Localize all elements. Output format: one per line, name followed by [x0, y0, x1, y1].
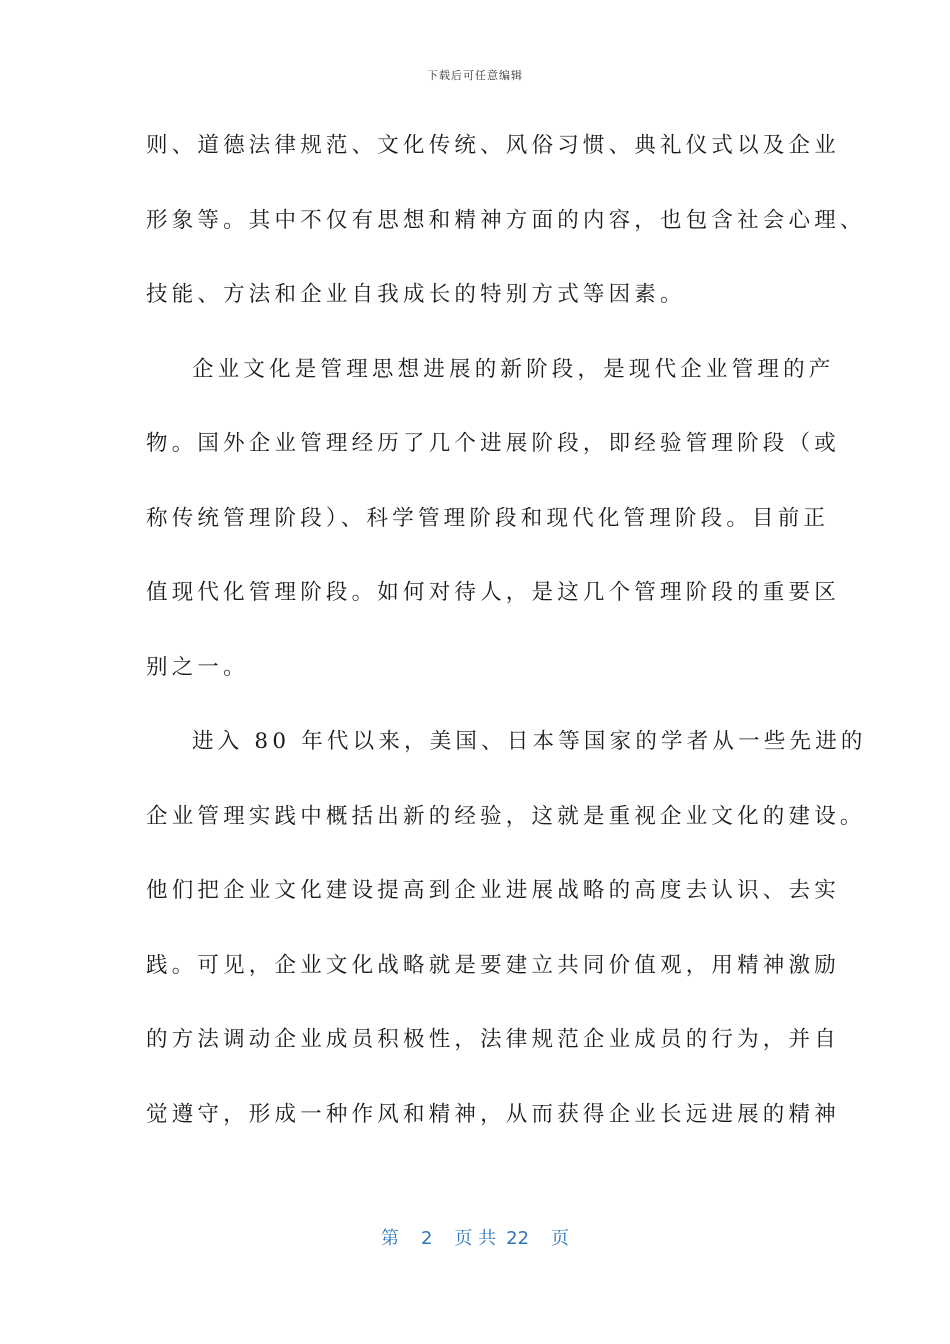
document-body	[146, 118, 867, 1161]
body-line: 他们把企业文化建设提高到企业进展战略的高度去认识、去实	[146, 878, 840, 903]
body-line: 践。可见，企业文化战略就是要建立共同价值观，用精神激励	[146, 952, 840, 978]
current-page-number: 2	[420, 1228, 433, 1249]
page-number-footer	[0, 1224, 950, 1250]
body-line: 形象等。其中不仅有思想和精神方面的内容，也包含社会心理、	[146, 207, 866, 233]
body-line: 觉遵守，形成一种作风和精神，从而获得企业长远进展的精神	[146, 1101, 840, 1127]
total-page-count: 22	[506, 1228, 530, 1249]
body-line: 称传统管理阶段）、科学管理阶段和现代化管理阶段。目前正	[146, 505, 830, 531]
body-line: 企业文化是管理思想进展的新阶段，是现代企业管理的产	[192, 356, 835, 382]
body-line: 则、道德法律规范、文化传统、风俗习惯、典礼仪式以及企业	[146, 133, 840, 158]
header-note: 下载后可任意编辑	[427, 69, 523, 82]
page-prefix: 第	[380, 1228, 399, 1249]
body-line: 进入 80 年代以来，美国、日本等国家的学者从一些先进的	[192, 729, 867, 754]
page-suffix: 页	[551, 1228, 570, 1249]
page-middle-text: 页 共	[454, 1228, 497, 1249]
body-line: 物。国外企业管理经历了几个进展阶段，即经验管理阶段（或	[146, 431, 840, 456]
body-line: 别之一。	[146, 654, 249, 680]
body-line: 值现代化管理阶段。如何对待人，是这几个管理阶段的重要区	[146, 580, 840, 605]
body-line: 企业管理实践中概括出新的经验，这就是重视企业文化的建设。	[146, 803, 866, 829]
body-line: 的方法调动企业成员积极性，法律规范企业成员的行为，并自	[146, 1027, 840, 1052]
body-line: 技能、方法和企业自我成长的特别方式等因素。	[146, 282, 686, 307]
